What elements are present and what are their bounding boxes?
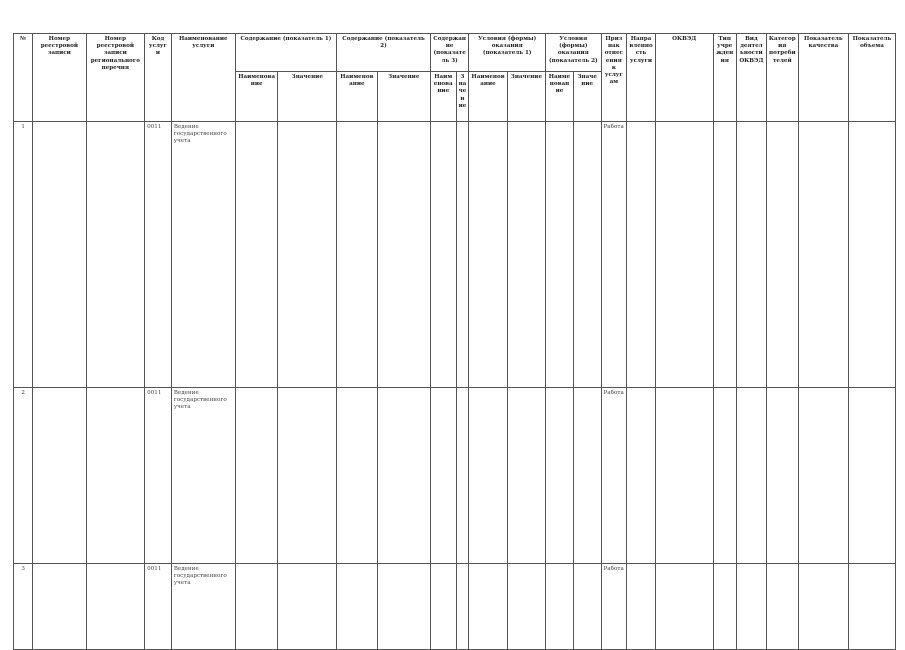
cell-c3-value (456, 122, 469, 388)
cell-code: 0011 (145, 388, 172, 564)
cell-name: Ведение государственного учета (171, 564, 235, 650)
header-u1-value: Значение (507, 72, 545, 122)
header-u2-name: Наименование (546, 72, 574, 122)
cell-sign: Работа (601, 122, 627, 388)
cell-c1-name (235, 388, 278, 564)
cell-name: Ведение государственного учета (171, 122, 235, 388)
cell-volume (848, 122, 895, 388)
cell-c1-value (278, 122, 337, 388)
cell-category (766, 564, 798, 650)
cell-code: 0011 (145, 564, 172, 650)
cell-code: 0011 (145, 122, 172, 388)
cell-c2-value (377, 122, 430, 388)
cell-activity (736, 564, 766, 650)
header-scope: Направленность услуги (627, 34, 656, 122)
header-u1-name: Наименование (469, 72, 507, 122)
header-c2-value: Значение (377, 72, 430, 122)
header-code: Код услуги (145, 34, 172, 122)
cell-c3-name (430, 388, 456, 564)
cell-c3-name (430, 564, 456, 650)
cell-type (713, 122, 736, 388)
header-cond-group-1: Условия (формы) оказания (показатель 1) (469, 34, 546, 72)
cell-c2-value (377, 564, 430, 650)
header-sign: Признак отнесения к услугам (601, 34, 627, 122)
cell-reg-num-sub (86, 564, 145, 650)
cell-scope (627, 122, 656, 388)
cell-u2-value (573, 388, 601, 564)
header-c1-value: Значение (278, 72, 337, 122)
cell-type (713, 564, 736, 650)
cell-okved (655, 564, 713, 650)
cell-activity (736, 122, 766, 388)
cell-c2-name (337, 122, 378, 388)
cell-u2-value (573, 122, 601, 388)
header-u2-value: Значение (573, 72, 601, 122)
table-row (14, 564, 896, 650)
cell-c1-name (235, 122, 278, 388)
header-category: Категория потребителей (766, 34, 798, 122)
cell-u1-name (469, 388, 507, 564)
cell-u2-name (546, 564, 574, 650)
header-type: Тип учреждения (713, 34, 736, 122)
header-content-group-1: Содержание (показатель 1) (235, 34, 336, 72)
cell-u1-value (507, 388, 545, 564)
cell-scope (627, 388, 656, 564)
cell-quality (798, 388, 848, 564)
cell-reg-num (33, 388, 86, 564)
header-c3-value: Значение (456, 72, 469, 122)
table-row (14, 388, 896, 564)
cell-c2-name (337, 388, 378, 564)
header-quality: Показатель качества (798, 34, 848, 122)
table-row (14, 122, 896, 388)
cell-type (713, 388, 736, 564)
cell-c2-name (337, 564, 378, 650)
cell-volume (848, 564, 895, 650)
cell-category (766, 122, 798, 388)
header-c1-name: Наименование (235, 72, 278, 122)
cell-u1-name (469, 564, 507, 650)
cell-u2-name (546, 122, 574, 388)
cell-volume (848, 388, 895, 564)
cell-c3-value (456, 564, 469, 650)
cell-c1-value (278, 564, 337, 650)
cell-u2-name (546, 388, 574, 564)
registry-table (13, 33, 896, 650)
cell-reg-num-sub (86, 388, 145, 564)
cell-c3-value (456, 388, 469, 564)
cell-u1-value (507, 564, 545, 650)
header-reg-num-sub: Номер реестровой записи регионального перечня (86, 34, 145, 122)
cell-c1-value (278, 388, 337, 564)
cell-quality (798, 122, 848, 388)
cell-u1-name (469, 122, 507, 388)
cell-name: Ведение государственного учета (171, 388, 235, 564)
cell-reg-num-sub (86, 122, 145, 388)
header-content-group-3: Содержание (показатель 3) (430, 34, 468, 72)
cell-c1-name (235, 564, 278, 650)
header-okved: ОКВЭД (655, 34, 713, 122)
cell-reg-num (33, 122, 86, 388)
cell-category (766, 388, 798, 564)
cell-sign: Работа (601, 564, 627, 650)
header-c2-name: Наименование (337, 72, 378, 122)
header-activity: Вид деятельности ОКВЭД (736, 34, 766, 122)
header-num: № (14, 34, 33, 122)
header-c3-name: Наименование (430, 72, 456, 122)
cell-u1-value (507, 122, 545, 388)
cell-c2-value (377, 388, 430, 564)
cell-num: 2 (14, 388, 33, 564)
header-name: Наименование услуги (171, 34, 235, 122)
header-content-group-2: Содержание (показатель 2) (337, 34, 431, 72)
cell-reg-num (33, 564, 86, 650)
cell-u2-value (573, 564, 601, 650)
cell-num: 3 (14, 564, 33, 650)
cell-sign: Работа (601, 388, 627, 564)
header-cond-group-2: Условия (формы) оказания (показатель 2) (546, 34, 601, 72)
header-reg-num: Номер реестровой записи (33, 34, 86, 122)
cell-activity (736, 388, 766, 564)
cell-scope (627, 564, 656, 650)
cell-quality (798, 564, 848, 650)
cell-okved (655, 388, 713, 564)
cell-c3-name (430, 122, 456, 388)
header-volume: Показатель объема (848, 34, 895, 122)
cell-num: 1 (14, 122, 33, 388)
cell-okved (655, 122, 713, 388)
